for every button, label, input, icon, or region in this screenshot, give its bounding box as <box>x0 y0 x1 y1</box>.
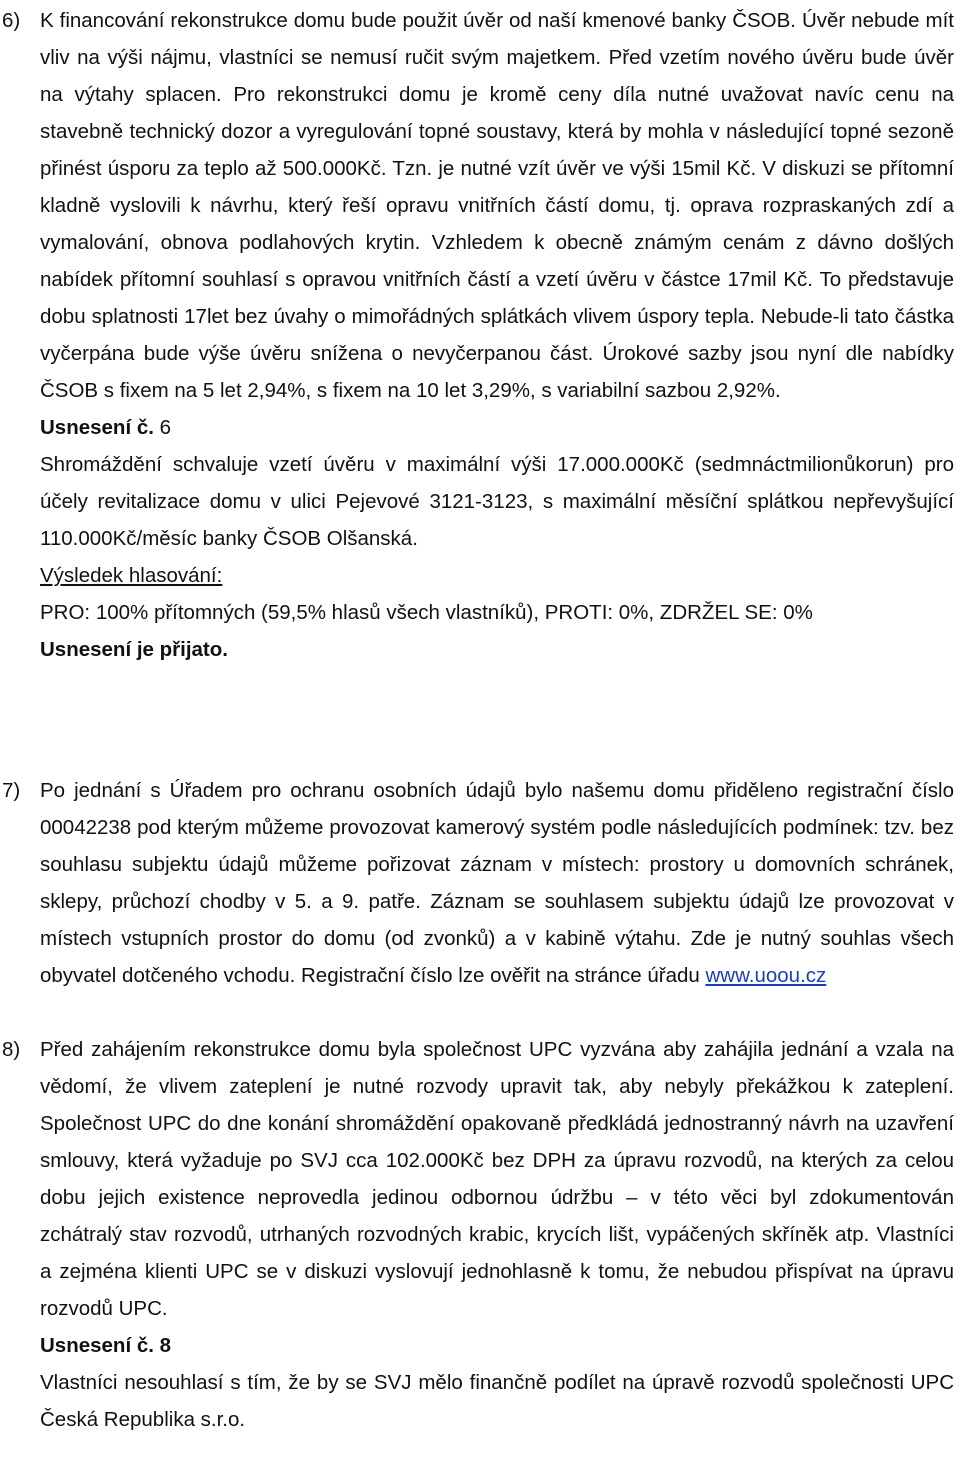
resolution-text: Shromáždění schvaluje vzetí úvěru v maximální výši 17.000.000Kč (sedmnáctmilionůkorun) pro účely revitalizace domu v ulici Pejevové 3121-3123, s maximální měsíční splátkou nepřevyšující 110.000Kč/měsíc banky ČSOB Olšanská. <box>40 453 954 550</box>
item-paragraph-text: Po jednání s Úřadem pro ochranu osobních údajů bylo našemu domu přiděleno registrační číslo 00042238 pod kterým můžeme provozovat kamerový systém podle následujících podmínek: tzv. bez souhlasu subjektu údajů můžeme pořizovat záznam v místech: prostory u domovních schránek, sklepy, průchozí chodby v 5. a 9. patře. Záznam se souhlasem subjektu údajů lze provozovat v místech vstupních prostor do domu (od zvonků) a v kabině výtahu. Zde je nutný souhlas všech obyvatel dotčeného vchodu. Registrační číslo lze ověřit na stránce úřadu <box>40 779 954 987</box>
item-body <box>40 2 954 668</box>
resolution-heading <box>40 409 954 446</box>
item-paragraph: Před zahájením rekonstrukce domu byla společnost UPC vyzvána aby zahájila jednání a vzala na vědomí, že vlivem zateplení je nutné rozvody upravit tak, aby nebyly překážkou k zateplení. Společnost UPC do dne konání shromáždění opakovaně předkládá jednostranný návrh na uzavření smlouvy, která vyžaduje po SVJ cca 102.000Kč bez DPH za úpravu rozvodů, na kterých za celou dobu jejich existence neprovedla jedinou odbornou údržbu – v této věci byl zdokumentován zchátralý stav rozvodů, utrhaných rozvodných krabic, krycích lišt, vypáčených skříněk atp. Vlastníci a zejména klienti UPC se v diskuzi vyslovují jednohlasně k tomu, že nebudou přispívat na úpravu rozvodů UPC. <box>40 1038 954 1320</box>
resolution-title: Usnesení č. <box>40 1334 154 1357</box>
resolution-text: Vlastníci nesouhlasí s tím, že by se SVJ mělo finančně podílet na úpravě rozvodů společnosti UPC Česká Republika s.r.o. <box>40 1371 954 1431</box>
resolution-adopted: Usnesení je přijato. <box>40 638 228 661</box>
item-number: 7) <box>2 779 21 802</box>
resolution-title: Usnesení č. <box>40 416 154 439</box>
item-number: 8) <box>2 1038 21 1061</box>
item-body <box>40 772 954 994</box>
list-item-6 <box>0 2 956 668</box>
item-paragraph: K financování rekonstrukce domu bude použit úvěr od naší kmenové banky ČSOB. Úvěr nebude mít vliv na výši nájmu, vlastníci se nemusí ručit svým majetkem. Před vzetím nového úvěru bude úvěr na výtahy splacen. Pro rekonstrukci domu je kromě ceny díla nutné uvažovat navíc cenu na stavebně technický dozor a vyregulování topné soustavy, která by mohla v následující topné sezoně přinést úsporu za teplo až 500.000Kč. Tzn. je nutné vzít úvěr ve výši 15mil Kč. V diskuzi se přítomní kladně vyslovili k návrhu, který řeší opravu vnitřních částí domu, tj. oprava rozpraskaných zdí a vymalování, obnova podlahových krytin. Vzhledem k obecně známým cenám z dávno došlých nabídek přítomní souhlasí s opravou vnitřních částí a vzetí úvěru v částce 17mil Kč. To představuje dobu splatnosti 17let bez úvahy o mimořádných splátkách vlivem úspory tepla. Nebude-li tato částka vyčerpána bude výše úvěru snížena o nevyčerpanou část. Úrokové sazby jsou nyní dle nabídky ČSOB s fixem na 5 let 2,94%, s fixem na 10 let 3,29%, s variabilní sazbou 2,92%. <box>40 9 954 402</box>
resolution-number: 8 <box>159 1334 172 1357</box>
item-body <box>40 1031 954 1438</box>
resolution-number: 6 <box>159 416 172 439</box>
list-item-7 <box>0 772 956 994</box>
resolution-heading <box>40 1327 954 1364</box>
item-number: 6) <box>2 9 21 32</box>
vote-label: Výsledek hlasování: <box>40 564 223 587</box>
item-paragraph <box>40 772 954 994</box>
vote-result: PRO: 100% přítomných (59,5% hlasů všech vlastníků), PROTI: 0%, ZDRŽEL SE: 0% <box>40 601 813 624</box>
list-item-8 <box>0 1031 956 1438</box>
uoou-link[interactable]: www.uoou.cz <box>705 964 827 987</box>
